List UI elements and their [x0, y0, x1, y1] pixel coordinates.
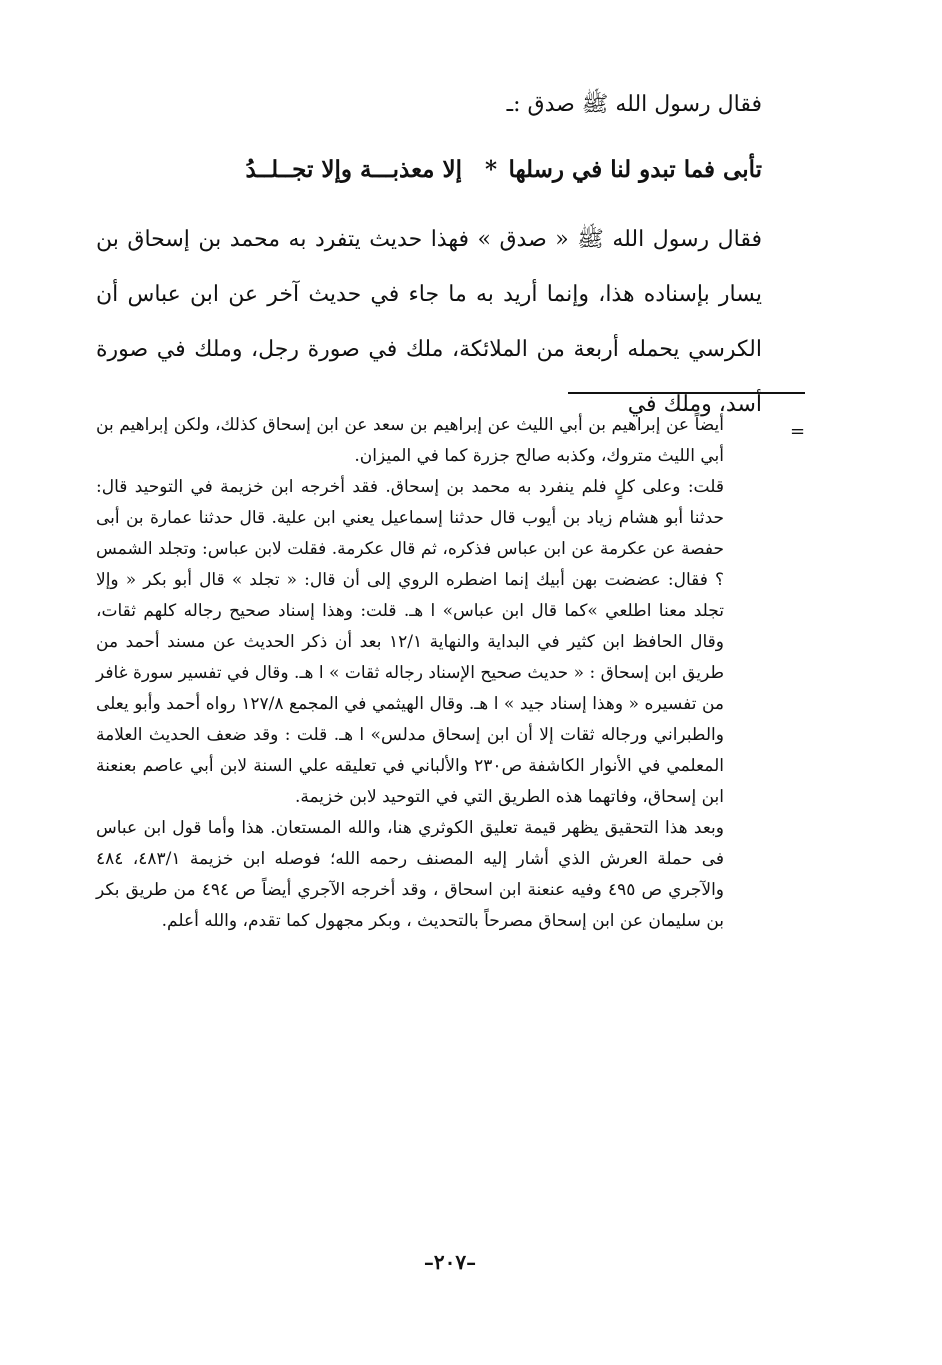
footnote-paragraph: أيضاً عن إبراهيم بن أبي الليث عن إبراهيم بن سعد عن ابن إسحاق كذلك، ولكن إبراهيم بن أبي الليث متروك، وكذبه صالح جزرة كما في الميزان. — [96, 415, 724, 466]
footnotes — [96, 410, 724, 937]
poetry-verse — [150, 148, 762, 198]
verse-separator-star: * — [484, 156, 497, 183]
footnote-continuation-mark: = — [790, 421, 806, 442]
intro-line: فقال رسول الله ﷺ صدق :ـ — [506, 92, 762, 117]
footnote-separator-line — [568, 392, 805, 394]
page-number: –٢٠٧– — [423, 1250, 477, 1274]
verse-second-hemistich: إلا معذبـــة وإلا تجــلــدُ — [245, 156, 462, 183]
main-paragraph: فقال رسول الله ﷺ « صدق » فهذا حديث يتفرد به محمد بن إسحاق بن يسار بإسناده هذا، وإنما أريد به ما جاء في حديث آخر عن ابن عباس أن الكرسي يحمله أربعة من الملائكة، ملك في صورة رجل، وملك في صورة أسد، وملك في — [96, 227, 762, 417]
footnote-paragraph: وبعد هذا التحقيق يظهر قيمة تعليق الكوثري هنا، والله المستعان. هذا وأما قول ابن عباس فى حملة العرش الذي أشار إليه المصنف رحمه الله؛ فوصله ابن خزيمة ٤٨٣/١، ٤٨٤ والآجري ص ٤٩٥ وفيه عنعنة ابن اسحاق ، وقد أخرجه الآجري أيضاً ص ٤٩٤ من طريق بكر بن سليمان عن ابن إسحاق مصرحاً بالتحديث ، وبكر مجهول كما تقدم، والله أعلم. — [96, 818, 725, 931]
footnote-paragraph: قلت: وعلى كلٍ فلم ينفرد به محمد بن إسحاق. فقد أخرجه ابن خزيمة في التوحيد قال: حدثنا أبو هشام زياد بن أيوب قال حدثنا إسماعيل يعني ابن علية. قال حدثنا عمارة بن أبى حفصة عن عكرمة عن ابن عباس فذكره، ثم قال عكرمة. فقلت لابن عباس: وتجلد الشمس ؟ فقال: عضضت بهن أبيك إنما اضطره الروي إلى أن قال: « تجلد » قال أبو بكر « وإلا تجلد معنا اطلعي »كما قال ابن عباس» ا هـ. قلت: وهذا إسناد صحيح رجاله كلهم ثقات، وقال الحافظ ابن كثير في البداية والنهاية ١٢/١ بعد أن ذكر الحديث عن مسند أحمد من طريق ابن إسحاق : « حديث صحيح الإسناد رجاله ثقات » ا هـ. وقال في تفسير سورة غافر من تفسيره « وهذا إسناد جيد » ا هـ. وقال الهيثمي في المجمع ١٢٧/٨ رواه أحمد وأبو يعلى والطبراني ورجاله ثقات إلا أن ابن إسحاق مدلس» ا هـ. قلت : وقد ضعف الحديث العلامة المعلمي في الأنوار الكاشفة ص٢٣٠ والألباني في تعليقه علي السنة لابن أبي عاصم بعنعنة ابن إسحاق، وفاتهما هذه الطريق التي في التوحيد لابن خزيمة. — [96, 477, 724, 807]
verse-first-hemistich: تأبى فما تبدو لنا في رسلها — [508, 156, 762, 183]
